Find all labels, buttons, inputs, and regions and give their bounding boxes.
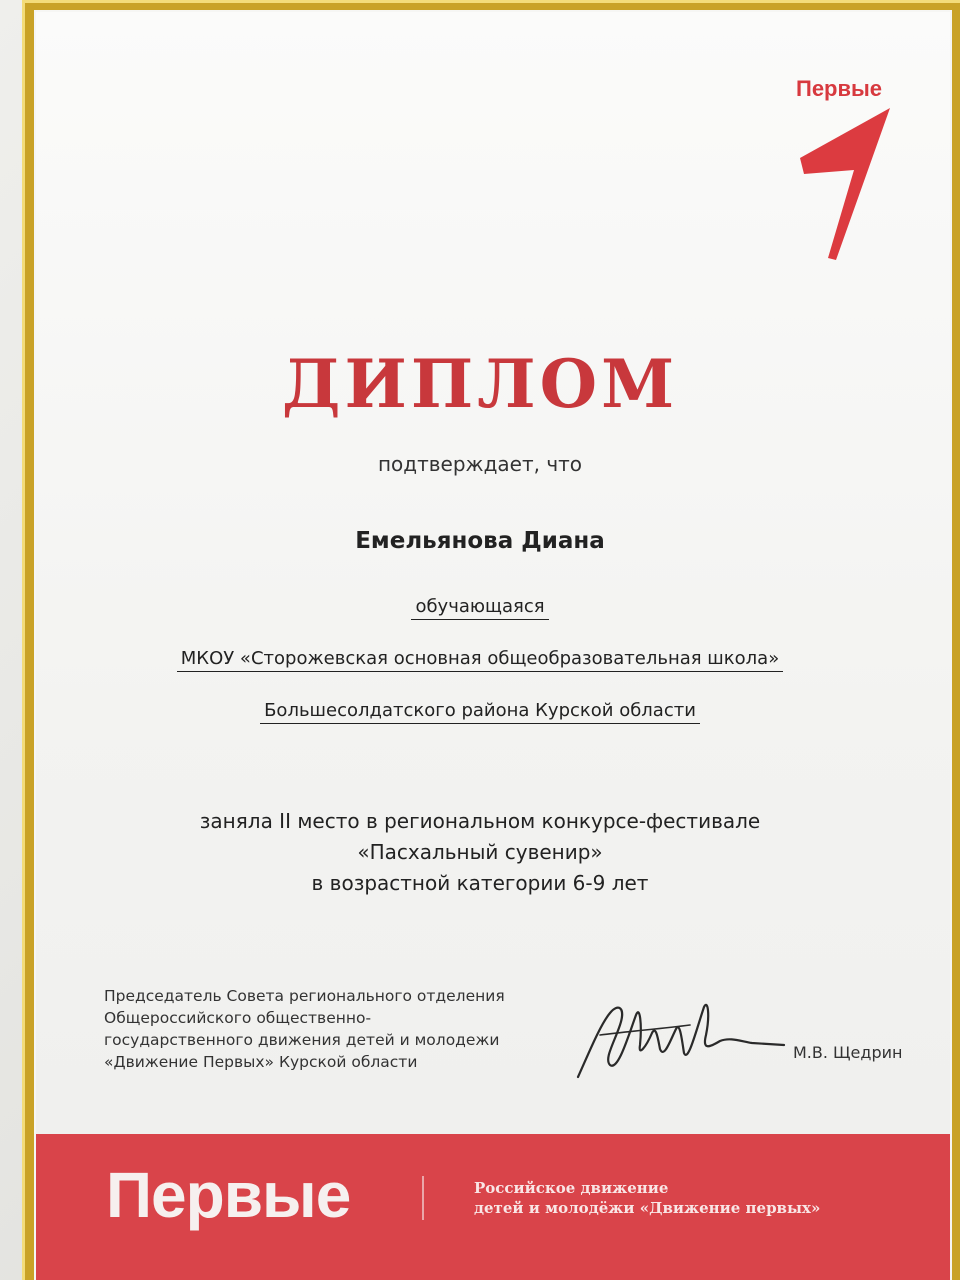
- award-text: [0, 806, 960, 899]
- award-line: заняла II место в региональном конкурсе-фестивале: [199, 809, 761, 833]
- signatory-name: М.В. Щедрин: [793, 1043, 903, 1062]
- award-line: «Пасхальный сувенир»: [357, 840, 603, 864]
- district-line: [0, 700, 960, 721]
- school-line: [0, 648, 960, 669]
- tagline-line: Российское движение: [474, 1179, 669, 1197]
- district-text: Большесолдатского района Курской области: [260, 700, 700, 724]
- status-text: обучающаяся: [411, 596, 548, 620]
- footer-band: [36, 1134, 950, 1280]
- footer-tagline: [474, 1178, 820, 1218]
- handwritten-signature: [570, 985, 790, 1085]
- diploma-title: ДИПЛОМ: [281, 345, 679, 423]
- top-logo-text: Первые: [796, 76, 883, 101]
- position-line: Общероссийского общественно-: [104, 1009, 372, 1027]
- top-logo-one-icon: [790, 78, 910, 268]
- footer-logo: Первые: [106, 1159, 351, 1231]
- status-line: [0, 596, 960, 617]
- position-line: государственного движения детей и молодежи: [104, 1031, 500, 1049]
- signatory-position: [104, 985, 584, 1073]
- position-line: «Движение Первых» Курской области: [104, 1053, 418, 1071]
- tagline-line: детей и молодёжи «Движение первых»: [474, 1199, 821, 1217]
- recipient-name: Емельянова Диана: [355, 528, 605, 554]
- award-line: в возрастной категории 6-9 лет: [311, 871, 649, 895]
- school-text: МКОУ «Сторожевская основная общеобразовательная школа»: [177, 648, 783, 672]
- position-line: Председатель Совета регионального отделения: [104, 987, 505, 1005]
- confirms-text: подтверждает, что: [377, 452, 583, 476]
- footer-divider: [422, 1176, 424, 1220]
